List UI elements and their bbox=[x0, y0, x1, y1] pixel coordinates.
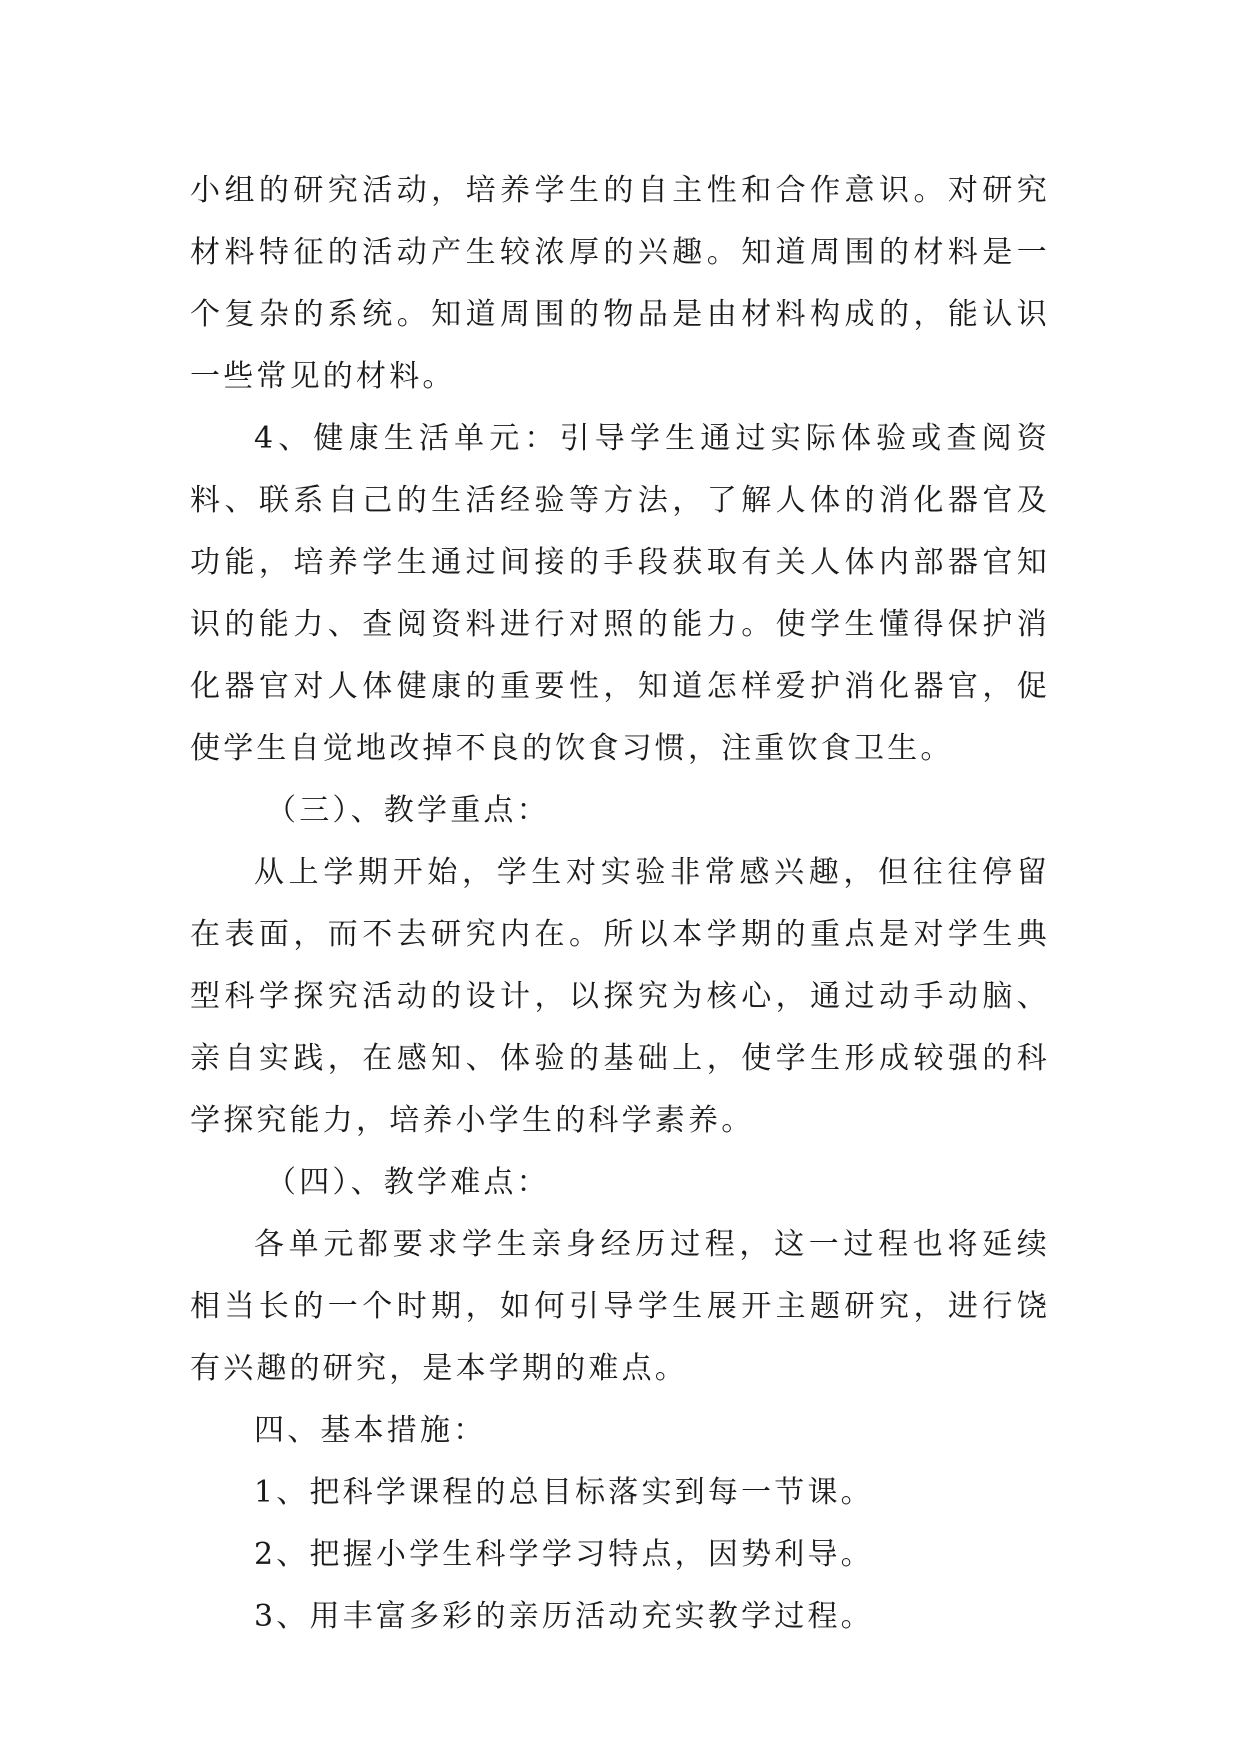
paragraph-materials-continuation: 小组的研究活动，培养学生的自主性和合作意识。对研究材料特征的活动产生较浓厚的兴趣。知道周围的材料是一个复杂的系统。知道周围的物品是由材料构成的，能认识一些常见的材料。 bbox=[190, 173, 1050, 394]
list-item-measure-3: 3、用丰富多彩的亲历活动充实教学过程。 bbox=[254, 1599, 874, 1634]
document-body bbox=[190, 160, 1050, 1648]
heading-teaching-key-points: （三）、教学重点： bbox=[266, 793, 550, 828]
paragraph-teaching-key-points: 从上学期开始，学生对实验非常感兴趣，但往往停留在表面，而不去研究内在。所以本学期的重点是对学生典型科学探究活动的设计，以探究为核心，通过动手动脑、亲自实践，在感知、体验的基础上，使学生形成较强的科学探究能力，培养小学生的科学素养。 bbox=[190, 855, 1050, 1138]
heading-basic-measures: 四、基本措施： bbox=[254, 1413, 487, 1448]
list-item-measure-2: 2、把握小学生科学学习特点，因势利导。 bbox=[254, 1537, 874, 1572]
paragraph-teaching-difficulties: 各单元都要求学生亲身经历过程，这一过程也将延续相当长的一个时期，如何引导学生展开主题研究，进行饶有兴趣的研究，是本学期的难点。 bbox=[190, 1227, 1050, 1386]
paragraph-health-unit: 4、健康生活单元：引导学生通过实际体验或查阅资料、联系自己的生活经验等方法，了解人体的消化器官及功能，培养学生通过间接的手段获取有关人体内部器官知识的能力、查阅资料进行对照的能力。使学生懂得保护消化器官对人体健康的重要性，知道怎样爱护消化器官，促使学生自觉地改掉不良的饮食习惯，注重饮食卫生。 bbox=[190, 421, 1050, 766]
list-item-measure-1: 1、把科学课程的总目标落实到每一节课。 bbox=[254, 1475, 874, 1510]
heading-teaching-difficulties: （四）、教学难点： bbox=[266, 1165, 550, 1200]
